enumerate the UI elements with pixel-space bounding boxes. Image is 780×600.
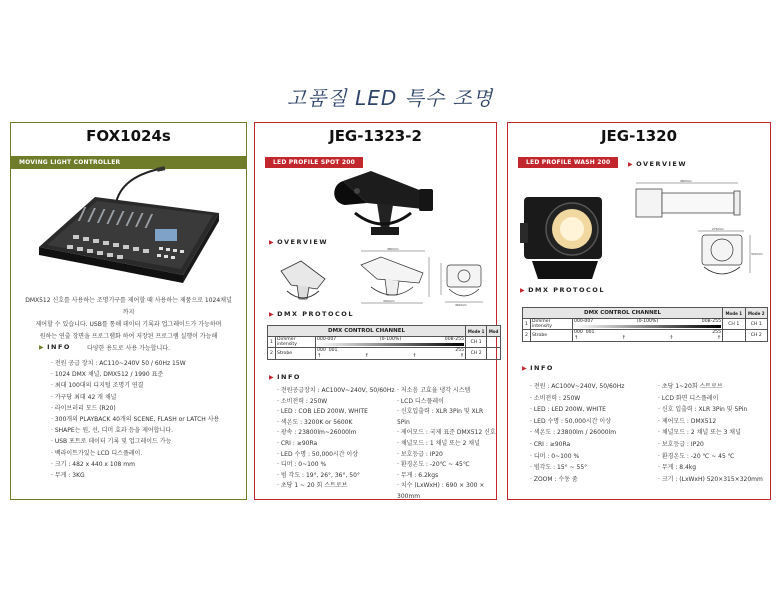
svg-text:300mm: 300mm xyxy=(383,299,395,303)
spec-item: · 신호입출력 : XLR 3Pin 및 XLR 5Pin xyxy=(397,407,496,428)
spec-item: · 초당 1~20회 스트로브 xyxy=(658,381,763,393)
profile-spot-image xyxy=(327,163,437,237)
spec-item: · 디머 : 0~100 % xyxy=(530,451,624,463)
spec-list-right xyxy=(658,381,763,485)
triangle-right-icon: ▶ xyxy=(269,311,276,318)
dmx-mode1-header: Mode 1 xyxy=(466,326,487,337)
spec-item: · ZOOM : 수동 줌 xyxy=(530,474,624,486)
spec-list-left xyxy=(530,381,624,485)
spec-list-left xyxy=(277,386,395,492)
spec-item: · 채널모드 : 1 채널 또는 2 채널 xyxy=(397,439,496,450)
front-dimension-drawing xyxy=(437,255,489,307)
spec-item: · LCD 디스플레이 xyxy=(397,397,496,408)
spec-item: · 전원 : AC100V~240V, 50/60Hz xyxy=(530,381,624,393)
triangle-right-icon: ▶ xyxy=(628,161,635,168)
spec-item: · 빔 각도 : 19°, 26°, 36°, 50° xyxy=(277,471,395,482)
spec-item: · 라이브러리 모드 (R20) xyxy=(51,403,219,414)
spec-list-right xyxy=(397,386,496,503)
spec-item: · 전원공급장치 : AC100V~240V, 50/60Hz xyxy=(277,386,395,397)
triangle-right-icon: ▶ xyxy=(522,365,529,372)
overview-photo xyxy=(277,255,329,307)
overview-heading: ▶ OVERVIEW xyxy=(628,160,688,168)
category-tag: LED PROFILE SPOT 200 xyxy=(265,157,363,168)
dmx-mode2-header: Mod xyxy=(487,326,501,337)
console-image xyxy=(33,167,225,285)
spec-item: · 제어모드 : DMX512 xyxy=(658,416,763,428)
spec-list xyxy=(51,358,219,481)
spec-item: · 저소음 고효율 냉각 시스템 xyxy=(397,386,496,397)
table-row: 1 Dimmer intensity 000-007 (0-100%) 008-255 CH 1 xyxy=(268,337,501,348)
spec-item: · 300개의 PLAYBACK 40개의 SCENE, FLASH or LATCH 사용 xyxy=(51,414,219,425)
wash-side-dimension-drawing xyxy=(628,179,746,223)
spec-item: · 크기 : 482 x 440 x 108 mm xyxy=(51,459,219,470)
spec-item: · 무게 : 6.2kgs xyxy=(397,471,496,482)
triangle-right-icon: ▶ xyxy=(39,344,46,351)
panel-jeg-1320 xyxy=(507,122,771,500)
spec-item: · 색온도 : 23800lm / 26000lm xyxy=(530,427,624,439)
info-heading: ▶ INFO xyxy=(269,373,301,381)
svg-text:480mm: 480mm xyxy=(680,179,692,183)
spec-item: · LCD 화면 디스플레이 xyxy=(658,393,763,405)
spec-item: · 치수 (LxWxH) : 690 × 300 × 300mm xyxy=(397,481,496,502)
spec-item: · 1024 DMX 채널, DMX512 / 1990 표준 xyxy=(51,369,219,380)
triangle-right-icon: ▶ xyxy=(520,287,527,294)
spec-item: · 채널모드 : 2 채널 또는 3 채널 xyxy=(658,427,763,439)
spec-item: · 소비전력 : 250W xyxy=(530,393,624,405)
triangle-right-icon: ▶ xyxy=(269,374,276,381)
spec-item: · 전원 공급 장치 : AC110~240V 50 / 60Hz 15W xyxy=(51,358,219,369)
dmx-table-header: DMX CONTROL CHANNEL xyxy=(268,326,466,337)
info-heading: ▶ INFO xyxy=(522,364,554,372)
spec-item: · 초당 1 ~ 20 회 스트로브 xyxy=(277,481,395,492)
dmx-mode2-header: Mode 2 xyxy=(745,308,768,319)
spec-item: · 환경온도 : -20℃ ~ 45℃ xyxy=(397,460,496,471)
spec-item: · 디머 : 0~100 % xyxy=(277,460,395,471)
spec-item: · USB 포트로 데이터 기록 및 업그레이드 가능 xyxy=(51,436,219,447)
spec-item: · LED 수명 : 50,000시간 이상 xyxy=(277,450,395,461)
table-row: 2 Strobe 000 001 255 ↑ ↑ ↑ ↑ CH 2 xyxy=(523,330,768,342)
spec-item: · CRI : ≥90Ra xyxy=(277,439,395,450)
spec-item: · 보호등급 : IP20 xyxy=(397,450,496,461)
spec-item: · CRI : ≥90Ra xyxy=(530,439,624,451)
svg-text:480mm: 480mm xyxy=(387,247,399,251)
dmx-table xyxy=(267,325,501,360)
product-title: JEG-1323-2 xyxy=(329,127,422,145)
svg-text:320mm: 320mm xyxy=(751,252,763,256)
category-tag: MOVING LIGHT CONTROLLER xyxy=(11,156,246,169)
spec-item: · 무게 : 8.4kg xyxy=(658,462,763,474)
svg-text:276mm: 276mm xyxy=(712,227,724,231)
triangle-right-icon: ▶ xyxy=(269,239,276,246)
spec-item: · 제어모드 : 국제 표준 DMX512 신호 xyxy=(397,428,496,439)
spec-item: · 무게 : 3KG xyxy=(51,470,219,481)
spec-item: · 광속 : 23800lm~26000lm xyxy=(277,428,395,439)
product-title: FOX1024s xyxy=(86,127,171,145)
dmx-table-header: DMX CONTROL CHANNEL xyxy=(523,308,723,319)
spec-item: · 소비전력 : 250W xyxy=(277,397,395,408)
spec-item: · LED : COB LED 200W, WHITE xyxy=(277,407,395,418)
spec-item: · 신호 입출력 : XLR 3Pin 및 5Pin xyxy=(658,404,763,416)
spec-item: · 색온도 : 3200K or 5600K xyxy=(277,418,395,429)
dmx-protocol-heading: ▶ DMX PROTOCOL xyxy=(269,310,354,318)
product-title: JEG-1320 xyxy=(600,127,678,145)
category-tag: LED PROFILE WASH 200 xyxy=(518,157,618,168)
spec-item: · 가구당 최대 42 개 채널 xyxy=(51,392,219,403)
side-dimension-drawing xyxy=(347,247,433,307)
svg-text:460mm: 460mm xyxy=(455,303,467,307)
spec-item: · 환경온도 : -20 ℃ ~ 45 ℃ xyxy=(658,451,763,463)
spec-item: · 최대 100대의 디지털 조명기 연결 xyxy=(51,380,219,391)
dmx-mode1-header: Mode 1 xyxy=(723,308,746,319)
spec-item: · 빔각도 : 15° ~ 55° xyxy=(530,462,624,474)
page-heading: 고품질 LED 특수 조명 xyxy=(286,86,494,110)
table-row: 1 Dimmer intensity 000-007 (0-100%) 008-255 CH 1 CH 1 xyxy=(523,319,768,330)
product-description: DMX512 신호를 사용하는 조명기구를 제어할 때 사용하는 제품으로 1024채널 까지 제어할 수 있습니다. USB를 통해 데이터 기록과 업그레이드가 가능하며 원하는 연출 장면을 프로그램화 하여 저장된 프로그램 실행이 가능해 다양한 용도로 사용 가능합니다. xyxy=(25,297,232,352)
profile-wash-image xyxy=(518,183,612,283)
table-row: 2 Strobe 000 001 255 ↑ ↑ ↑ ↑ CH 2 xyxy=(268,348,501,360)
spec-item: · 백라이트가있는 LCD 디스플레이. xyxy=(51,448,219,459)
overview-heading: ▶ OVERVIEW xyxy=(269,238,329,246)
dmx-protocol-heading: ▶ DMX PROTOCOL xyxy=(520,286,605,294)
panel-fox1024s xyxy=(10,122,247,500)
spec-item: · LED 수명 : 50,000시간 이상 xyxy=(530,416,624,428)
spec-item: · LED : LED 200W, WHITE xyxy=(530,404,624,416)
dmx-table xyxy=(522,307,768,342)
spec-item: · 크기 : (LxWxH) 520×315×320mm xyxy=(658,474,763,486)
wash-front-dimension-drawing xyxy=(688,227,763,281)
spec-item: · 보호등급 : IP20 xyxy=(658,439,763,451)
panel-jeg-1323-2 xyxy=(254,122,497,500)
spec-item: · SHAPE는 원, 선, 디머 효과 등을 제어합니다. xyxy=(51,425,219,436)
info-heading: ▶ INFO xyxy=(39,343,71,351)
